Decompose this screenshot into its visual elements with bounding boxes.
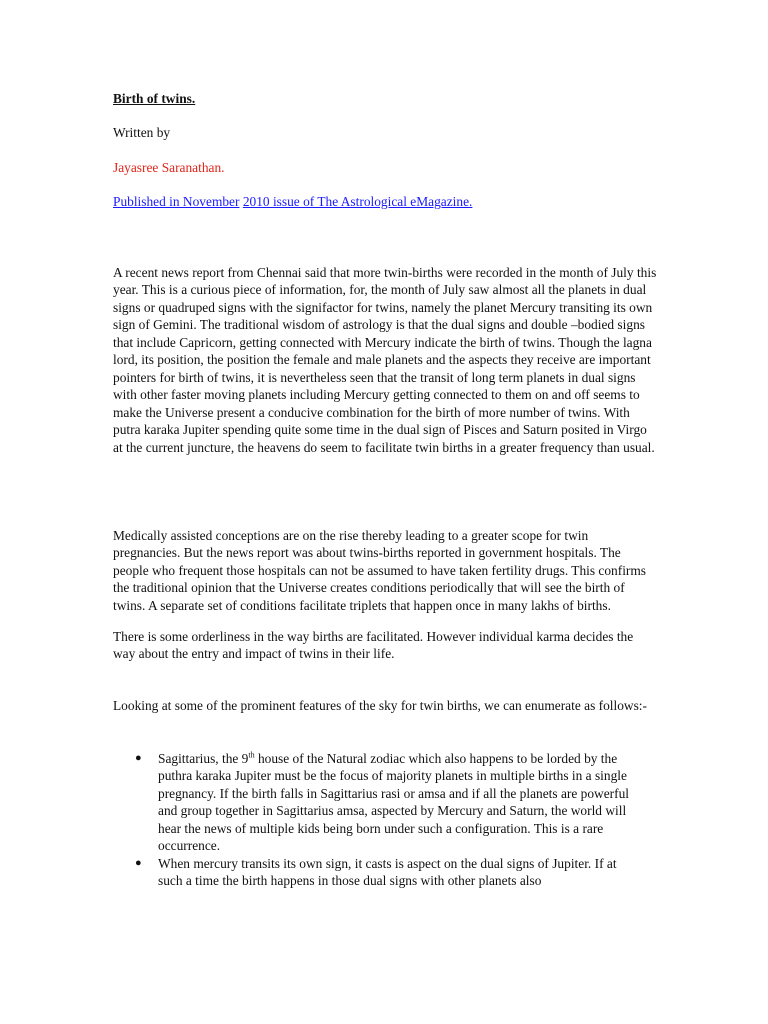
- publication-line: [113, 194, 472, 210]
- article-title: Birth of twins.: [113, 91, 196, 106]
- list-item: [113, 750, 633, 855]
- list-item: [113, 855, 633, 890]
- bullet-text-rest: house of the Natural zodiac which also happens to be lorded by the puthra karaka Jupiter must be the focus of majority planets in multiple births in a single pregnancy. If the birth falls in Sagittarius rasi or amsa and if all the planets are powerful and group together in Sagittarius amsa, aspected by Mercury and Saturn, the world will hear the news of multiple kids being born under such a configuration. This is a rare occurrence.: [158, 751, 629, 854]
- written-by-label: Written by: [113, 125, 171, 140]
- ordinal-suffix: th: [248, 750, 255, 760]
- paragraph-medical: Medically assisted conceptions are on the rise thereby leading to a greater scope for twin pregnancies. But the news report was about twins-births reported in government hospitals. The people who frequent those hospitals can not be assumed to have taken fertility drugs. This confirms the traditional opinion that the Universe creates conditions periodically that will see the birth of twins. A separate set of conditions facilitate triplets that happen once in many lakhs of births.: [113, 528, 647, 613]
- paragraph-karma: There is some orderliness in the way births are facilitated. However individual karma decides the way about the entry and impact of twins in their life.: [113, 629, 634, 662]
- bullet-icon: ●: [135, 856, 142, 869]
- paragraph-intro: A recent news report from Chennai said that more twin-births were recorded in the month of July this year. This is a curious piece of information, for, the month of July saw almost all the planets in dual signs or quadruped signs with the signifactor for twins, namely the planet Mercury transiting its own sign of Gemini. The traditional wisdom of astrology is that the dual signs and double –bodied signs that include Capricorn, getting connected with Mercury indicate the birth of twins. Though the lagna lord, its position, the position the female and male planets and the aspects they receive are important pointers for birth of twins, it is nevertheless seen that the transit of long term planets in dual signs with other faster moving planets including Mercury getting connected to them on and off seems to make the Universe present a conducive combination for the birth of more number of twins. With putra karaka Jupiter spending quite some time in the dual sign of Pisces and Saturn posited in Virgo at the current juncture, the heavens do seem to facilitate twin births in a greater frequency than usual.: [113, 265, 657, 455]
- author-name: Jayasree Saranathan.: [113, 160, 225, 175]
- published-link-issue[interactable]: 2010 issue of The Astrological eMagazine.: [242, 194, 473, 209]
- paragraph-features: Looking at some of the prominent features of the sky for twin births, we can enumerate as follows:-: [113, 698, 647, 713]
- published-link-month[interactable]: Published in November: [113, 194, 240, 209]
- features-list: [113, 750, 633, 890]
- bullet-text-start: Sagittarius, the 9: [158, 751, 249, 766]
- bullet-icon: ●: [135, 752, 142, 764]
- bullet-text: When mercury transits its own sign, it casts is aspect on the dual signs of Jupiter. If at such a time the birth happens in those dual signs with other planets also: [158, 855, 617, 889]
